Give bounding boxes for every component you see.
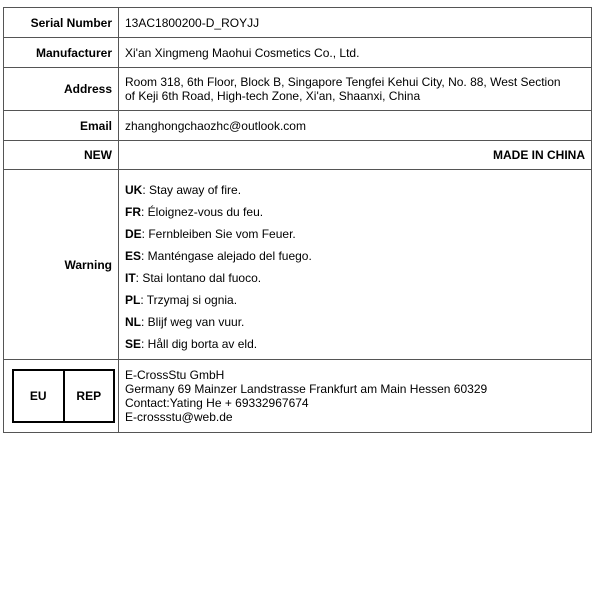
warning-item-fr	[125, 201, 585, 223]
eu-rep-company: E-CrossStu GmbH	[125, 368, 225, 382]
warning-text: : Stai lontano dal fuoco.	[135, 270, 262, 285]
warning-text: : Blijf weg van vuur.	[141, 314, 245, 329]
eu-rep-badge-eu: EU	[29, 389, 47, 403]
email-row	[4, 111, 592, 141]
warning-code: PL	[125, 292, 141, 307]
address-label: Address	[4, 68, 119, 111]
manufacturer-row	[4, 38, 592, 68]
manufacturer-label: Manufacturer	[4, 38, 119, 68]
warning-code: ES	[125, 248, 142, 263]
eu-rep-email: E-crossstu@web.de	[125, 410, 233, 424]
eu-rep-address: Germany 69 Mainzer Landstrasse Frankfurt am Main Hessen 60329	[125, 382, 488, 396]
warning-item-uk	[125, 179, 585, 201]
warning-item-it	[125, 267, 585, 289]
made-in-cell	[119, 141, 592, 170]
manufacturer-value: Xi'an Xingmeng Maohui Cosmetics Co., Ltd.	[119, 38, 592, 68]
warning-item-se	[125, 333, 585, 355]
eu-rep-badge-cell	[4, 360, 119, 433]
warning-text: : Stay away of fire.	[142, 182, 242, 197]
warning-text: : Håll dig borta av eld.	[141, 336, 258, 351]
warning-text: : Trzymaj si ognia.	[140, 292, 238, 307]
new-row	[4, 141, 592, 170]
eu-rep-contact: Contact:Yating He + 69332967674	[125, 396, 309, 410]
product-label-table	[3, 7, 592, 433]
warning-list	[119, 170, 592, 360]
address-line-2: of Keji 6th Road, High-tech Zone, Xi'an, Shaanxi, China	[125, 89, 421, 103]
warning-code: NL	[125, 314, 141, 329]
warning-item-de	[125, 223, 585, 245]
warning-label: Warning	[4, 170, 119, 360]
serial-number-label: Serial Number	[4, 8, 119, 38]
eu-rep-row	[4, 360, 592, 433]
eu-rep-badge-rep: REP	[63, 371, 114, 421]
warning-item-pl	[125, 289, 585, 311]
address-line-1: Room 318, 6th Floor, Block B, Singapore Tengfei Kehui City, No. 88, West Section	[125, 75, 561, 89]
warning-item-es	[125, 245, 585, 267]
serial-number-value: 13AC1800200-D_ROYJJ	[119, 8, 592, 38]
email-value: zhanghongchaozhc@outlook.com	[119, 111, 592, 141]
address-row	[4, 68, 592, 111]
new-label: NEW	[4, 141, 119, 170]
eu-rep-badge	[12, 369, 115, 423]
warning-row	[4, 170, 592, 360]
warning-code: SE	[125, 336, 142, 351]
warning-code: DE	[125, 226, 142, 241]
warning-item-nl	[125, 311, 585, 333]
warning-code: FR	[125, 204, 141, 219]
eu-rep-details	[119, 360, 592, 433]
made-in-china-text: MADE IN CHINA	[493, 148, 585, 162]
address-value	[119, 68, 592, 111]
warning-code: IT	[125, 270, 136, 285]
warning-code: UK	[125, 182, 143, 197]
email-label: Email	[4, 111, 119, 141]
warning-text: : Éloignez-vous du feu.	[141, 204, 264, 219]
warning-text: : Fernbleiben Sie vom Feuer.	[141, 226, 296, 241]
warning-text: : Manténgase alejado del fuego.	[141, 248, 312, 263]
serial-number-row	[4, 8, 592, 38]
